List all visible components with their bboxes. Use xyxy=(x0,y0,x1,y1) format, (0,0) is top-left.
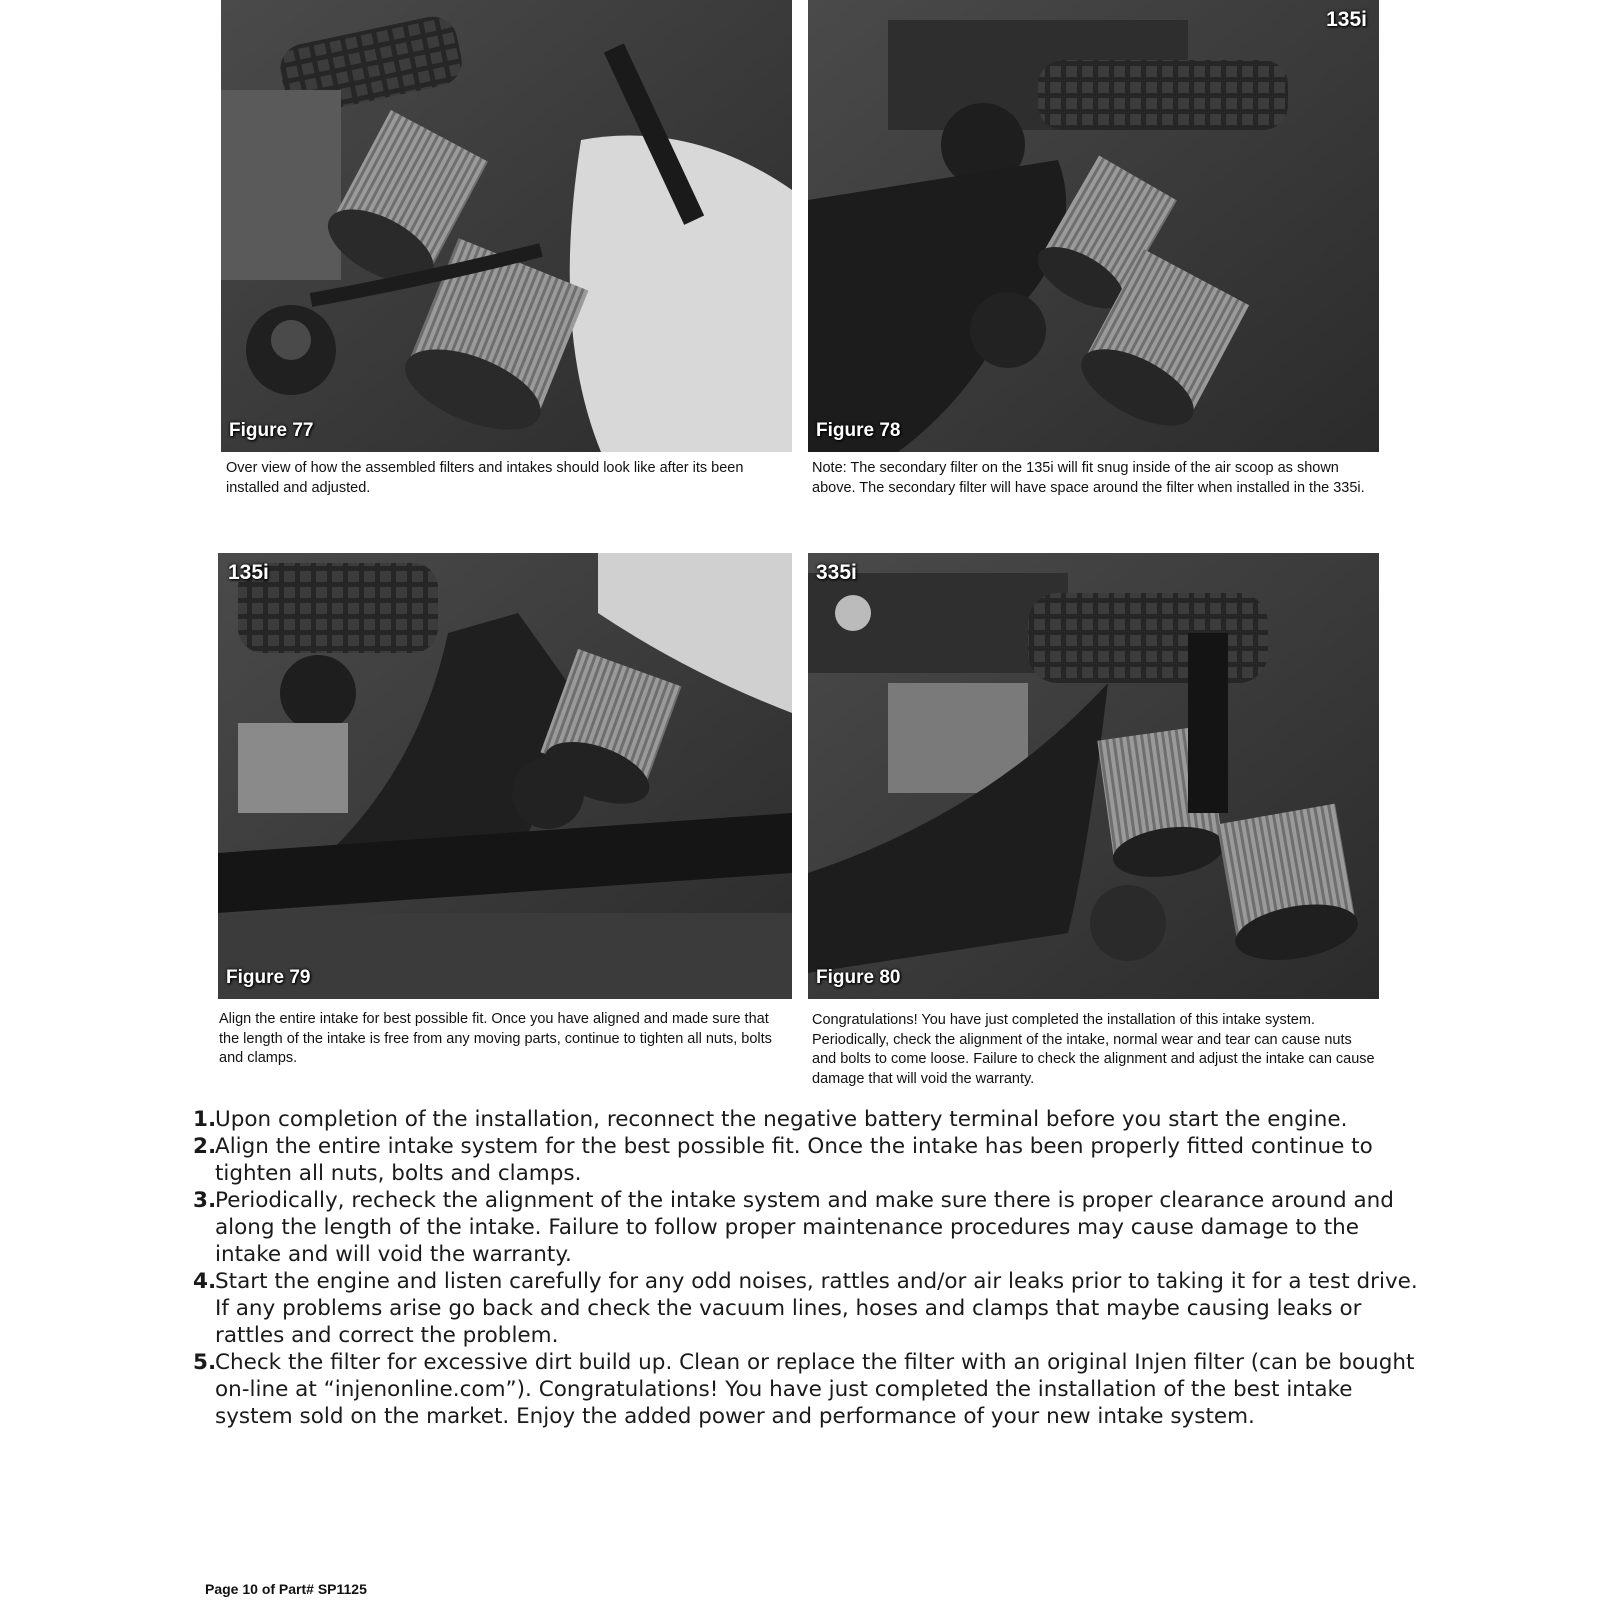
model-label: 135i xyxy=(228,561,269,584)
step-number: 3. xyxy=(193,1188,217,1213)
step-item xyxy=(193,1268,1423,1349)
figure-79-caption: Align the entire intake for best possible fit. Once you have aligned and made sure that the length of the intake is free from any moving parts, continue to tighten all nuts, bolts and clamps. xyxy=(219,1011,772,1066)
figure-80-photo xyxy=(808,553,1379,999)
step-item xyxy=(193,1106,1423,1133)
step-number: 2. xyxy=(193,1134,217,1159)
figure-label: Figure 80 xyxy=(816,967,901,988)
step-text: Periodically, recheck the alignment of the intake system and make sure there is proper clearance around and along the length of the intake. Failure to follow proper maintenance procedures may cause damage to the intake and will void the warranty. xyxy=(215,1188,1394,1267)
step-text: Align the entire intake system for the best possible fit. Once the intake has been properly fitted continue to tighten all nuts, bolts and clamps. xyxy=(215,1134,1373,1186)
figure-78-photo xyxy=(808,0,1379,452)
step-text: Upon completion of the installation, reconnect the negative battery terminal before you start the engine. xyxy=(215,1107,1348,1132)
engine-bay-image xyxy=(808,553,1379,999)
figure-label: Figure 79 xyxy=(226,967,311,988)
figure-80-caption: Congratulations! You have just completed the installation of this intake system. Periodically, check the alignment of the intake, normal wear and tear can cause nuts and bolts to come loose. Failure to check the alignment and adjust the intake can cause damage that will void the warranty. xyxy=(812,1012,1375,1087)
step-number: 4. xyxy=(193,1269,217,1294)
step-item xyxy=(193,1349,1423,1430)
step-number: 5. xyxy=(193,1350,217,1375)
figure-label: Figure 78 xyxy=(816,420,901,441)
figure-77-photo xyxy=(221,0,792,452)
figure-79-photo xyxy=(218,553,792,999)
step-item xyxy=(193,1133,1423,1187)
model-label: 335i xyxy=(816,561,857,584)
figure-label: Figure 77 xyxy=(229,420,314,441)
engine-bay-image xyxy=(808,0,1379,452)
figure-77-caption: Over view of how the assembled filters and intakes should look like after its been installed and adjusted. xyxy=(226,460,744,496)
engine-bay-image xyxy=(221,0,792,452)
step-text: Start the engine and listen carefully for any odd noises, rattles and/or air leaks prior to taking it for a test drive. If any problems arise go back and check the vacuum lines, hoses and clamps that maybe causing leaks or rattles and correct the problem. xyxy=(215,1269,1418,1348)
model-label: 135i xyxy=(1326,8,1367,31)
figure-78-caption: Note: The secondary filter on the 135i will fit snug inside of the air scoop as shown above. The secondary filter will have space around the filter when installed in the 335i. xyxy=(812,460,1365,496)
instruction-steps xyxy=(193,1106,1423,1430)
step-text: Check the filter for excessive dirt build up. Clean or replace the filter with an original Injen filter (can be bought on-line at “injenonline.com”). Congratulations! You have just completed the installation of the best intake system sold on the market. Enjoy the added power and performance of your new intake system. xyxy=(215,1350,1415,1429)
engine-bay-image xyxy=(218,553,792,999)
step-number: 1. xyxy=(193,1107,217,1132)
page-footer: Page 10 of Part# SP1125 xyxy=(205,1581,367,1597)
step-item xyxy=(193,1187,1423,1268)
